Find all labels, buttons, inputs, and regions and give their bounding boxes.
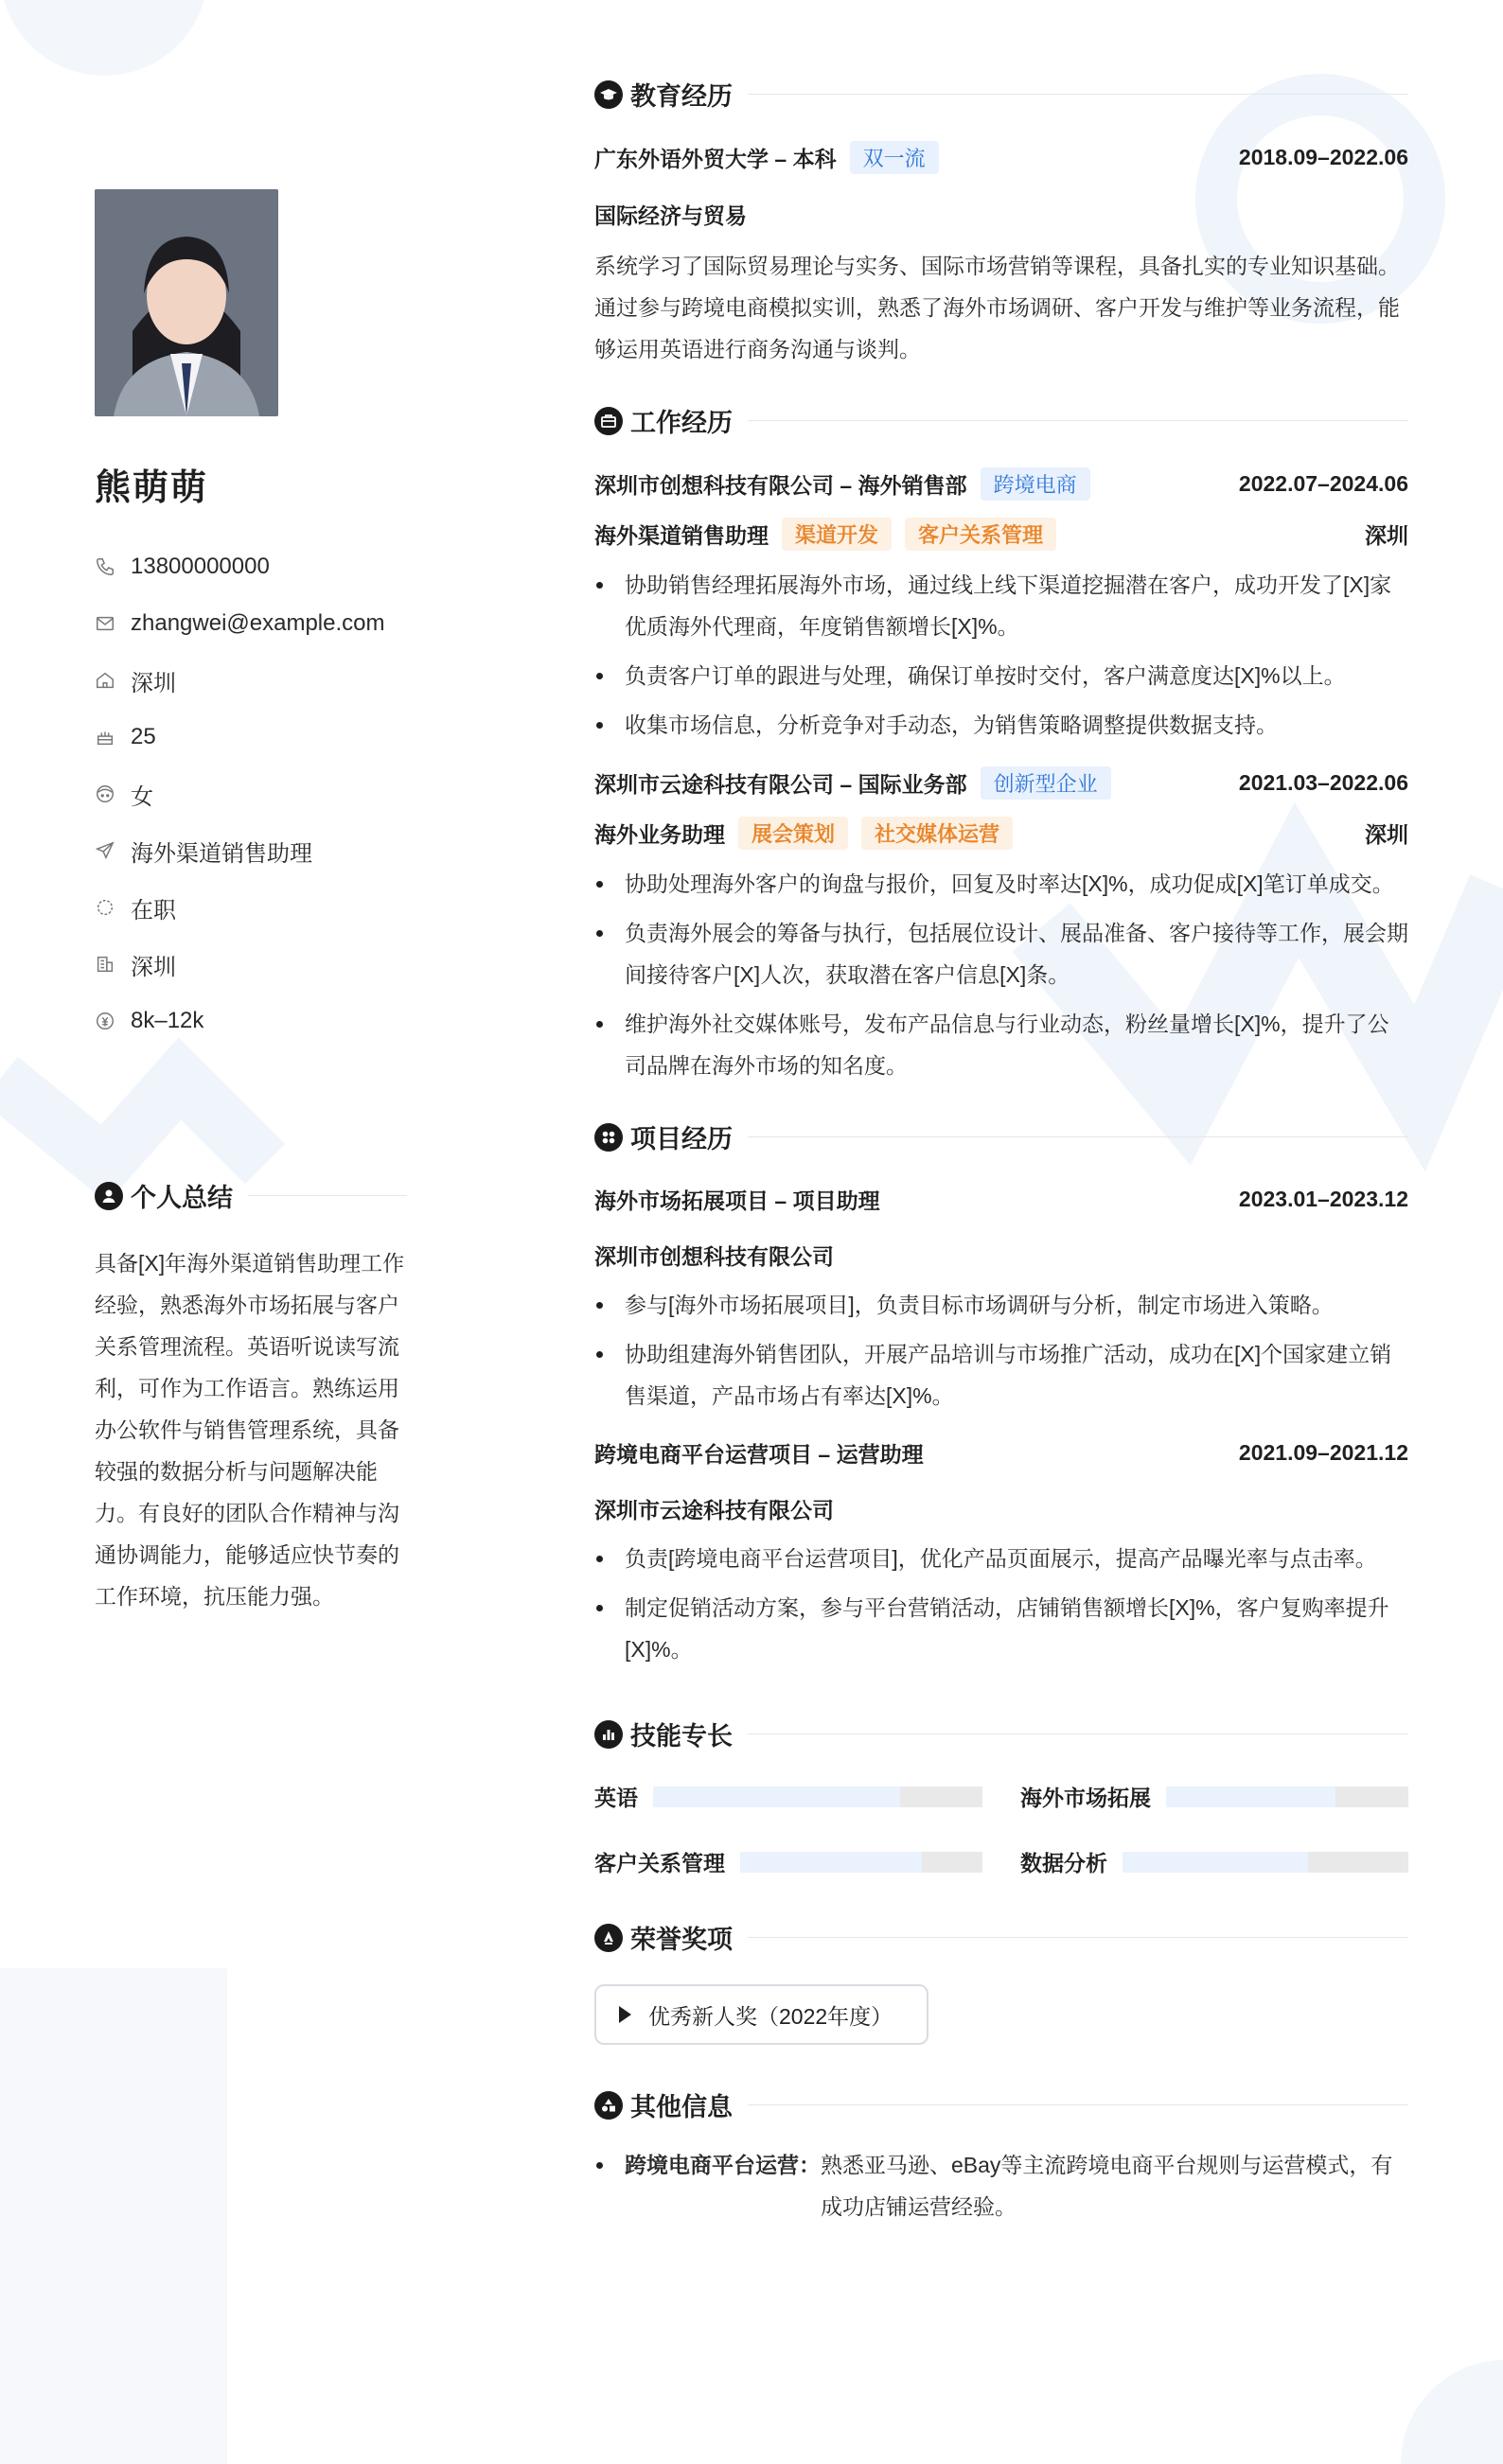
skill-level-fill — [740, 1852, 922, 1873]
skill-level-fill — [653, 1786, 900, 1807]
section-title: 荣誉奖项 — [630, 1926, 733, 1954]
skill-level-bar — [740, 1852, 982, 1873]
info-phone — [95, 538, 407, 595]
info-target-city — [95, 936, 407, 993]
info-gender — [95, 766, 407, 822]
other-label: 跨境电商平台运营： — [625, 2153, 821, 2177]
company-name: 深圳市创想科技有限公司 – 海外销售部 — [594, 473, 967, 498]
status-icon — [95, 897, 115, 918]
project-header-row — [594, 1437, 1408, 1469]
award-text: 优秀新人奖（2022年度） — [648, 2003, 893, 2029]
section-divider — [748, 2104, 1408, 2105]
section-title: 工作经历 — [630, 409, 733, 437]
list-item: 负责海外展会的筹备与执行，包括展位设计、展品准备、客户接待等工作，展会期间接待客户[X]人次，获取潜在客户信息[X]条。 — [594, 912, 1408, 995]
project-entry — [594, 1184, 1408, 1417]
company-tag: 跨境电商 — [981, 467, 1090, 501]
skill-name: 英语 — [594, 1786, 638, 1810]
education-section — [594, 76, 1408, 370]
project-name: 海外市场拓展项目 – 项目助理 — [594, 1188, 880, 1213]
money-icon — [95, 1011, 115, 1031]
other-section — [594, 2086, 1408, 2227]
section-header — [594, 76, 1408, 113]
info-location — [95, 652, 407, 709]
work-section — [594, 402, 1408, 1086]
award-item — [594, 1984, 928, 2045]
other-text: 熟悉亚马逊、eBay等主流跨境电商平台规则与运营模式，有成功店铺运营经验。 — [821, 2153, 1393, 2219]
project-company: 深圳市云途科技有限公司 — [594, 1498, 834, 1522]
list-item: 协助销售经理拓展海外市场，通过线上线下渠道挖掘潜在客户，成功开发了[X]家优质海外代理商，年度销售额增长[X]%。 — [594, 564, 1408, 647]
list-item: 协助处理海外客户的询盘与报价，回复及时率达[X]%，成功促成[X]笔订单成交。 — [594, 863, 1408, 905]
project-header-row — [594, 1184, 1408, 1215]
section-header — [594, 1716, 1408, 1752]
other-list — [594, 2144, 1408, 2227]
skills-grid — [594, 1781, 1408, 1877]
job-bullets — [594, 863, 1408, 1086]
job-date: 2021.03–2022.06 — [1238, 770, 1408, 795]
projects-section — [594, 1118, 1408, 1670]
graduation-cap-icon — [594, 80, 623, 109]
company-tag: 创新型企业 — [981, 766, 1111, 800]
project-entry — [594, 1437, 1408, 1670]
info-text: 13800000000 — [131, 554, 270, 579]
company-name: 深圳市云途科技有限公司 – 国际业务部 — [594, 772, 967, 797]
job-role-row — [594, 817, 1408, 850]
job-city: 深圳 — [1365, 822, 1408, 847]
summary-text: 具备[X]年海外渠道销售助理工作经验，熟悉海外市场拓展与客户关系管理流程。英语听说读写流利，可作为工作语言。熟练运用办公软件与销售管理系统，具备较强的数据分析与问题解决能力。有良好的团队合作精神与沟通协调能力，能够适应快节奏的工作环境，抗压能力强。 — [95, 1251, 405, 1609]
job-entry — [594, 467, 1408, 746]
job-role-row — [594, 518, 1408, 551]
education-header-row — [594, 141, 1408, 174]
skill-item — [594, 1781, 982, 1812]
list-item: 负责[跨境电商平台运营项目]，优化产品页面展示，提高产品曝光率与点击率。 — [594, 1538, 1408, 1579]
chart-icon — [594, 1720, 623, 1749]
section-title: 其他信息 — [630, 2093, 733, 2121]
skills-section — [594, 1716, 1408, 1877]
job-header-row — [594, 467, 1408, 501]
education-date: 2018.09–2022.06 — [1238, 145, 1408, 169]
job-date: 2022.07–2024.06 — [1238, 471, 1408, 496]
send-icon — [95, 840, 115, 861]
info-age — [95, 709, 407, 766]
cake-icon — [95, 727, 115, 748]
job-bullets — [594, 564, 1408, 746]
candidate-name: 熊萌萌 — [95, 468, 209, 508]
list-item: 参与[海外市场拓展项目]，负责目标市场调研与分析，制定市场进入策略。 — [594, 1284, 1408, 1326]
section-header — [594, 1118, 1408, 1155]
school-name: 广东外语外贸大学 – 本科 — [594, 147, 837, 171]
project-company: 深圳市创想科技有限公司 — [594, 1244, 834, 1269]
education-description: 系统学习了国际贸易理论与实务、国际市场营销等课程，具备扎实的专业知识基础。通过参与跨境电商模拟实训，熟悉了海外市场调研、客户开发与维护等业务流程，能够运用英语进行商务沟通与谈判。 — [594, 254, 1400, 361]
job-role: 海外渠道销售助理 — [594, 523, 769, 548]
section-title: 技能专长 — [630, 1722, 733, 1751]
skill-level-bar — [653, 1786, 982, 1807]
face-icon — [95, 783, 115, 804]
job-entry — [594, 766, 1408, 1086]
project-date: 2023.01–2023.12 — [1238, 1187, 1408, 1211]
info-salary — [95, 993, 407, 1049]
avatar — [95, 189, 278, 416]
skill-name: 海外市场拓展 — [1020, 1786, 1151, 1810]
project-bullets — [594, 1538, 1408, 1670]
mail-icon — [95, 613, 115, 634]
skill-item — [1020, 1781, 1408, 1812]
list-item: 维护海外社交媒体账号，发布产品信息与行业动态，粉丝量增长[X]%，提升了公司品牌在海外市场的知名度。 — [594, 1003, 1408, 1086]
building-icon — [95, 954, 115, 975]
list-item: 协助组建海外销售团队，开展产品培训与市场推广活动，成功在[X]个国家建立销售渠道，产品市场占有率达[X]%。 — [594, 1333, 1408, 1417]
play-icon — [619, 2006, 631, 2023]
section-divider — [748, 420, 1408, 421]
list-item: 收集市场信息，分析竞争对手动态，为销售策略调整提供数据支持。 — [594, 704, 1408, 746]
project-bullets — [594, 1284, 1408, 1417]
section-header — [95, 1177, 407, 1214]
section-header — [594, 2086, 1408, 2123]
major: 国际经济与贸易 — [594, 203, 747, 228]
info-text: 女 — [131, 783, 153, 810]
info-text: zhangwei@example.com — [131, 610, 385, 636]
project-name: 跨境电商平台运营项目 – 运营助理 — [594, 1442, 924, 1467]
section-divider — [248, 1195, 407, 1196]
skill-level-fill — [1123, 1852, 1308, 1873]
list-item: 制定促销活动方案，参与平台营销活动，店铺销售额增长[X]%，客户复购率提升[X]%。 — [594, 1587, 1408, 1670]
skill-tag: 客户关系管理 — [905, 518, 1056, 551]
job-role: 海外业务助理 — [594, 822, 725, 847]
section-header — [594, 1919, 1408, 1956]
info-position — [95, 822, 407, 879]
school-tag: 双一流 — [850, 141, 939, 174]
section-divider — [748, 1136, 1408, 1137]
info-text: 8k–12k — [131, 1008, 204, 1033]
project-date: 2021.09–2021.12 — [1238, 1440, 1408, 1465]
profile-column — [95, 189, 407, 1049]
skill-level-bar — [1166, 1786, 1408, 1807]
apps-icon — [594, 2091, 623, 2120]
home-icon — [95, 670, 115, 691]
skill-level-fill — [1166, 1786, 1335, 1807]
list-item — [594, 2144, 1408, 2227]
section-title: 个人总结 — [131, 1184, 233, 1212]
user-icon — [95, 1182, 123, 1210]
info-email — [95, 595, 407, 652]
skill-tag: 展会策划 — [738, 817, 848, 850]
skill-tag: 渠道开发 — [782, 518, 892, 551]
skill-name: 客户关系管理 — [594, 1851, 725, 1875]
info-status — [95, 879, 407, 936]
skill-name: 数据分析 — [1020, 1851, 1107, 1875]
main-column — [594, 76, 1408, 2235]
skill-level-bar — [1123, 1852, 1408, 1873]
section-title: 项目经历 — [630, 1125, 733, 1153]
info-text: 25 — [131, 724, 156, 749]
info-text: 在职 — [131, 897, 176, 924]
skill-item — [1020, 1846, 1408, 1877]
award-icon — [594, 1924, 623, 1952]
info-text: 海外渠道销售助理 — [131, 840, 312, 867]
contact-info-list — [95, 538, 407, 1049]
phone-icon — [95, 556, 115, 577]
info-text: 深圳 — [131, 670, 176, 696]
skill-item — [594, 1846, 982, 1877]
briefcase-icon — [594, 407, 623, 435]
grid-icon — [594, 1123, 623, 1152]
list-item: 负责客户订单的跟进与处理，确保订单按时交付，客户满意度达[X]%以上。 — [594, 655, 1408, 696]
awards-section — [594, 1919, 1408, 2045]
summary-section — [95, 1177, 407, 1617]
job-city: 深圳 — [1365, 523, 1408, 548]
section-divider — [748, 1937, 1408, 1938]
info-text: 深圳 — [131, 954, 176, 980]
section-title: 教育经历 — [630, 82, 733, 111]
section-header — [594, 402, 1408, 439]
section-divider — [748, 94, 1408, 95]
skill-tag: 社交媒体运营 — [861, 817, 1013, 850]
job-header-row — [594, 766, 1408, 800]
